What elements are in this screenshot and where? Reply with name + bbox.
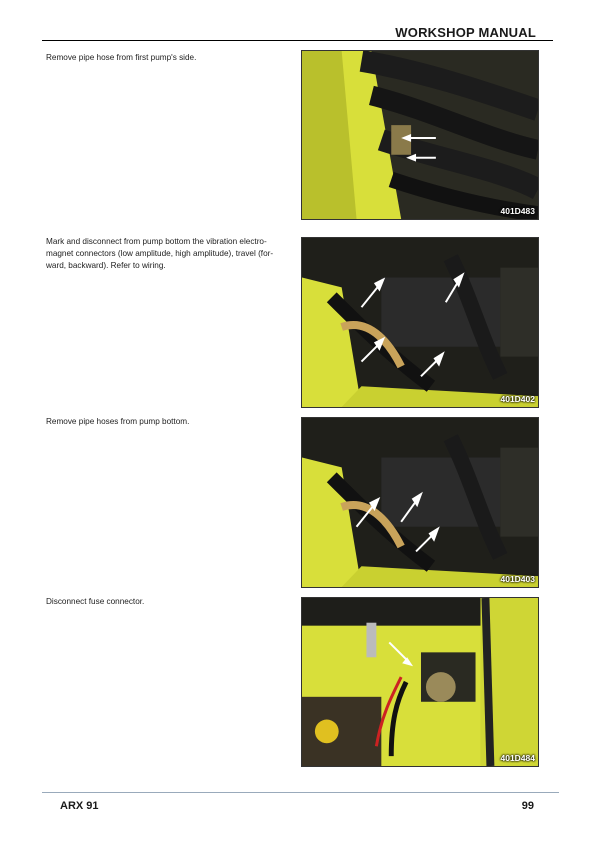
header-divider — [42, 40, 553, 41]
step-1-instruction: Remove pipe hose from first pump's side. — [46, 53, 197, 62]
photo-4-caption: 401D484 — [500, 753, 535, 763]
photo-3-caption: 401D403 — [500, 574, 535, 584]
manual-title: WORKSHOP MANUAL — [395, 25, 536, 40]
step-4-photo — [301, 597, 539, 767]
footer-divider — [42, 792, 559, 793]
step-1-photo — [301, 50, 539, 220]
page-number: 99 — [521, 800, 534, 812]
step-3-photo — [301, 417, 539, 588]
step-3-instruction: Remove pipe hoses from pump bottom. — [46, 417, 190, 426]
photo-1-caption: 401D483 — [500, 206, 535, 216]
step-2-instruction: Mark and disconnect from pump bottom the vibration electro- magnet connectors (low amplitude, high amplitude), travel (for- ward, backward). Refer to wiring. — [46, 237, 274, 270]
step-4-instruction: Disconnect fuse connector. — [46, 597, 145, 606]
photo-2-caption: 401D402 — [500, 394, 535, 404]
step-2-photo — [301, 237, 539, 408]
footer-model: ARX 91 — [60, 800, 99, 812]
